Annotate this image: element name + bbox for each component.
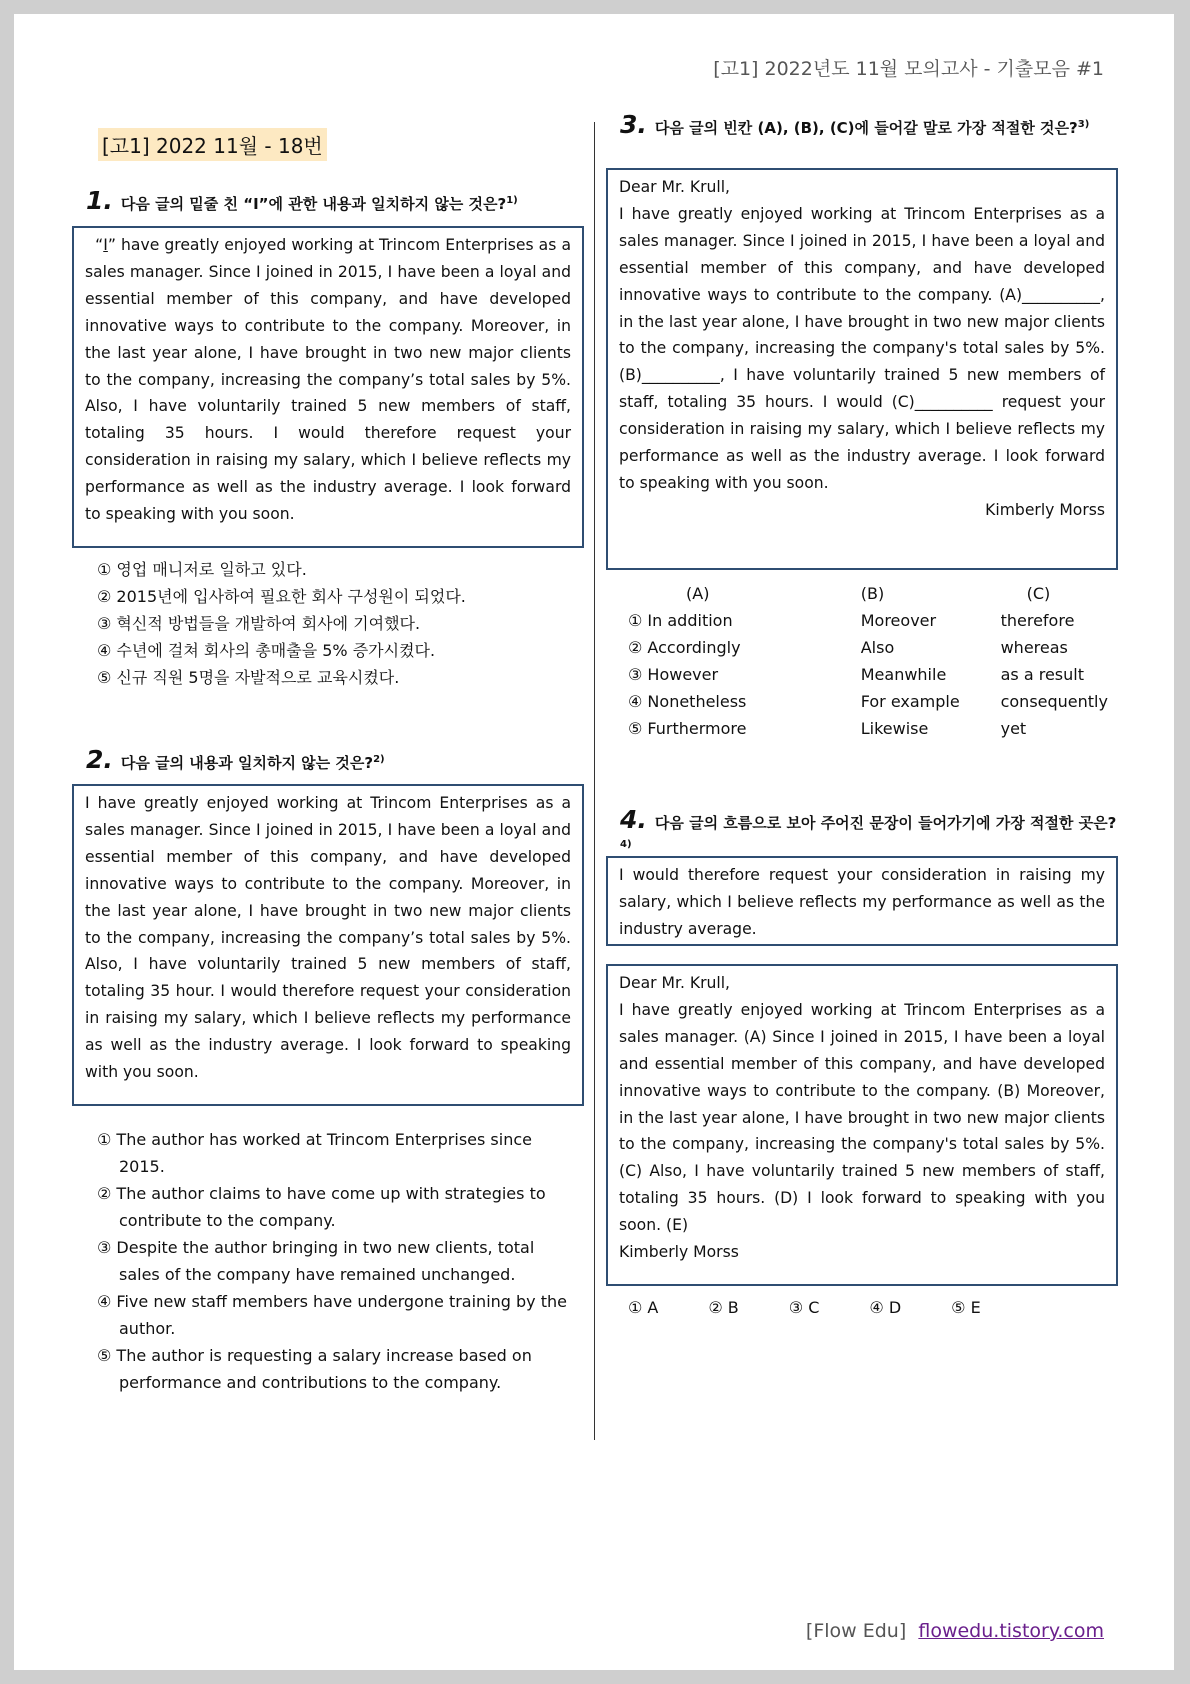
option[interactable]: ④ D [869, 1298, 902, 1317]
question-3-answer-table [628, 580, 1174, 742]
question-1-options [97, 556, 567, 691]
signature: Kimberly Morss [619, 1243, 739, 1262]
quote-mark: ” [107, 236, 116, 254]
column-header: (A) [686, 584, 710, 603]
option[interactable]: ③ C [788, 1298, 820, 1317]
question-3-title [620, 110, 1120, 139]
answer-row[interactable] [628, 661, 1174, 688]
answer-c: therefore [1000, 611, 1075, 630]
question-1-title [86, 186, 566, 215]
question-4-options [628, 1298, 981, 1317]
answer-c: as a result [1000, 665, 1084, 684]
question-text: 다음 글의 빈칸 (A), (B), (C)에 들어갈 말로 가장 적절한 것은? [654, 119, 1078, 137]
answer-b: Also [860, 638, 895, 657]
page [14, 14, 1174, 1670]
page-header: [고1] 2022년도 11월 모의고사 - 기출모음 #1 [713, 58, 1104, 80]
salutation: Dear Mr. Krull, [619, 974, 731, 992]
answer-row[interactable] [628, 634, 1174, 661]
answer-row[interactable] [628, 688, 1174, 715]
quote-mark: “ [95, 236, 104, 254]
answer-c: yet [1000, 719, 1027, 738]
footer-label: [Flow Edu] [805, 1620, 907, 1642]
answer-a: ② Accordingly [628, 638, 741, 657]
option[interactable]: ① 영업 매니저로 일하고 있다. [97, 560, 307, 579]
question-number: 4. [620, 805, 647, 834]
answer-a: ⑤ Furthermore [628, 719, 747, 738]
question-text: 다음 글의 내용과 일치하지 않는 것은? [120, 754, 374, 772]
option[interactable]: ② The author claims to have come up with strategies to contribute to the company. [97, 1184, 546, 1230]
option[interactable]: ③ 혁신적 방법들을 개발하여 회사에 기여했다. [97, 614, 421, 633]
passage-text: have greatly enjoyed working at Trincom Enterprises as a sales manager. Since I joined in 2015, I have been a loyal and essential member of this company, and have developed innovative ways to contribute to the company. Moreover, in the last year alone, I have brought in two new major clients to the company, increasing the company’s total sales by 5%. Also, I have voluntarily trained 5 new members of staff, totaling 35 hours. I would therefore request your consideration in raising my salary, which I believe reflects my performance as well as the industry average. I look forward to speaking with you soon. [85, 236, 571, 524]
source-chip: [고1] 2022 11월 - 18번 [98, 128, 327, 161]
passage [85, 232, 571, 528]
answer-a: ③ However [628, 665, 719, 684]
column-header: (C) [1026, 584, 1051, 603]
option[interactable]: ⑤ E [951, 1298, 981, 1317]
column-header: (B) [860, 584, 885, 603]
question-text: 다음 글의 흐름으로 보아 주어진 문장이 들어가기에 가장 적절한 곳은? [654, 814, 1117, 832]
option[interactable]: ⑤ The author is requesting a salary increase based on performance and contributions to the company. [97, 1346, 532, 1392]
answer-a: ① In addition [628, 611, 733, 630]
option[interactable]: ④ 수년에 걸쳐 회사의 총매출을 5% 증가시켰다. [97, 641, 436, 660]
question-4-title [620, 805, 1120, 859]
salutation: Dear Mr. Krull, [619, 178, 731, 196]
option[interactable]: ④ Five new staff members have undergone training by the author. [97, 1292, 567, 1338]
option[interactable]: ⑤ 신규 직원 5명을 자발적으로 교육시켰다. [97, 668, 400, 687]
passage: I have greatly enjoyed working at Trincom Enterprises as a sales manager. Since I joined in 2015, I have been a loyal and essential member of this company, and have developed innovative ways to contribute to the company. Moreover, in the last year alone, I have brought in two new major clients to the company, increasing the company’s total sales by 5%. Also, I have voluntarily trained 5 new members of staff, totaling 35 hour. I would therefore request your consideration in raising my salary, which I believe reflects my performance as well as the industry average. I look forward to speaking with you soon. [85, 794, 571, 1082]
option[interactable]: ② B [708, 1298, 739, 1317]
answer-a: ④ Nonetheless [628, 692, 747, 711]
answer-b: Moreover [860, 611, 937, 630]
footnote-mark: 4) [620, 839, 632, 850]
passage: I have greatly enjoyed working at Trincom Enterprises as a sales manager. Since I joined in 2015, I have been a loyal and essential member of this company, and have developed innovative ways to contribute to the company. (A)__________, in the last year alone, I have brought in two new major clients to the company, increasing the company's total sales by 5%. (B)__________, I have voluntarily trained 5 new members of staff, totaling 35 hours. I would (C)__________ request your consideration in raising my salary, which I believe reflects my performance as well as the industry average. I look forward to speaking with you soon. [619, 204, 1105, 492]
question-4-passage-box [606, 964, 1118, 1286]
question-2-passage-box [72, 784, 584, 1106]
footnote-mark: 3) [1077, 119, 1090, 130]
answer-c: consequently [1000, 692, 1108, 711]
question-2-options [97, 1126, 567, 1396]
question-number: 1. [86, 186, 113, 215]
answer-b: Likewise [860, 719, 929, 738]
signature: Kimberly Morss [985, 500, 1105, 519]
option[interactable]: ① A [628, 1298, 659, 1317]
underlined-word: I [103, 236, 108, 254]
question-number: 2. [86, 745, 113, 774]
footer-link[interactable]: flowedu.tistory.com [918, 1620, 1104, 1642]
answer-b: For example [860, 692, 960, 711]
question-3-passage-box [606, 168, 1118, 570]
answer-b: Meanwhile [860, 665, 947, 684]
page-footer [806, 1620, 1104, 1642]
option[interactable]: ③ Despite the author bringing in two new clients, total sales of the company have remained unchanged. [97, 1238, 535, 1284]
question-2-title [86, 745, 566, 774]
footnote-mark: 1) [506, 195, 518, 206]
given-sentence: I would therefore request your consideration in raising my salary, which I believe reflects my performance as well as the industry average. [619, 866, 1105, 938]
answer-c: whereas [1000, 638, 1068, 657]
answer-row[interactable] [628, 715, 1174, 742]
option[interactable]: ② 2015년에 입사하여 필요한 회사 구성원이 되었다. [97, 587, 466, 606]
question-4-given-sentence-box [606, 856, 1118, 946]
column-divider [594, 122, 595, 1440]
option[interactable]: ① The author has worked at Trincom Enterprises since 2015. [97, 1130, 532, 1176]
question-number: 3. [620, 110, 647, 139]
passage: I have greatly enjoyed working at Trincom Enterprises as a sales manager. (A) Since I joined in 2015, I have been a loyal and essential member of this company, and have developed innovative ways to contribute to the company. (B) Moreover, in the last year alone, I have brought in two new major clients to the company, increasing the company's total sales by 5%. (C) Also, I have voluntarily trained 5 new members of staff, totaling 35 hours. (D) I look forward to speaking with you soon. (E) [619, 1000, 1105, 1235]
answer-row[interactable] [628, 607, 1174, 634]
footnote-mark: 2) [373, 754, 385, 765]
question-text: 다음 글의 밑줄 친 “I”에 관한 내용과 일치하지 않는 것은? [120, 195, 507, 213]
question-1-passage-box [72, 226, 584, 548]
